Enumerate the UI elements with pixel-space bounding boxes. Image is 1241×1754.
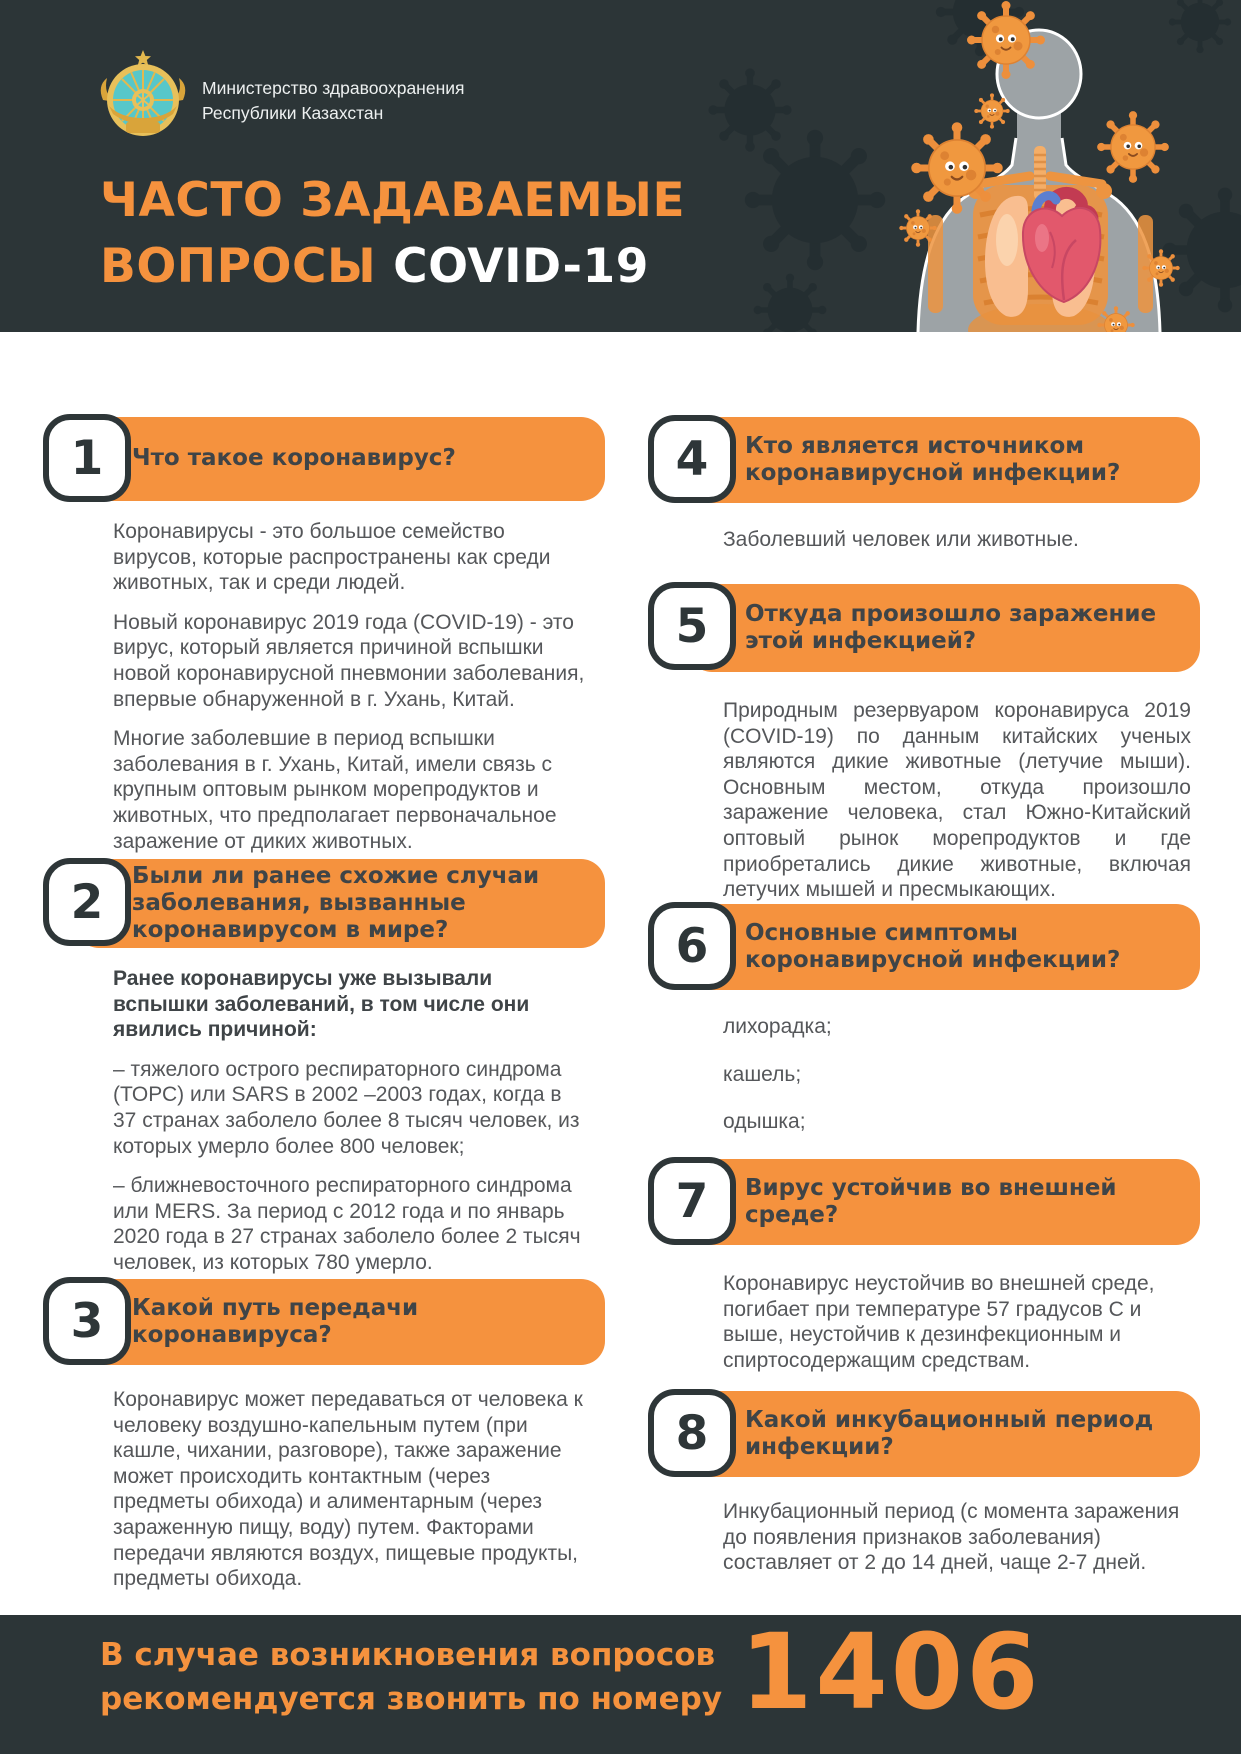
answer-text [723, 1014, 1185, 1157]
hotline-phone-number: 1406 [740, 1611, 1042, 1733]
answer-text [723, 1499, 1198, 1590]
answer-lead: Ранее коронавирусы уже вызывали вспышки заболеваний, в том числе они явились причиной: [113, 967, 530, 1042]
question-text: Основные симптомы коронавирусной инфекции? [745, 919, 1121, 973]
answer-text [113, 1387, 585, 1606]
answer-paragraph: кашель; [723, 1062, 802, 1086]
footer-text [100, 1633, 722, 1721]
question-text: Откуда произошло заражение этой инфекцией? [745, 600, 1157, 654]
answer-paragraph: Коронавирус может передаваться от человека к человеку воздушно-капельным путем (при кашле, чихании, разговоре), также заражение может происходить контактным (через предметы обихода) и алиментарным (через зараженную пищу, воду) путем. Факторами передачи являются воздух, пищевые продукты, предметы обихода. [113, 1388, 583, 1591]
answer-paragraph: Природным резервуаром коронавируса 2019 (COVID-19) по данным китайских ученых являются дикие животные (летучие мыши). Основным местом, откуда произошло заражение человека, стал Южно-Китайский оптовый рынок морепродуктов и где приобретались дикие животные, включая летучих мышей и пресмыкающих. [723, 699, 1191, 902]
footer [0, 1611, 1241, 1754]
page-title [100, 168, 685, 300]
answer-text [723, 1271, 1191, 1387]
question-bar [75, 417, 605, 501]
answer-paragraph: Инкубационный период (с момента заражения до появления признаков заболевания) составляет от 2 до 14 дней, чаще 2-7 дней. [723, 1500, 1180, 1575]
ministry-line1: Министерство здравоохранения [202, 78, 465, 98]
answer-paragraph: Коронавирусы - это большое семейство вирусов, которые распространены как среди животных, так и среди людей. [113, 520, 551, 595]
question-number-badge: 4 [648, 415, 736, 503]
question-number-badge: 7 [648, 1157, 736, 1245]
question-bar [688, 1159, 1200, 1245]
question-bar [688, 904, 1200, 990]
answer-paragraph: Многие заболевшие в период вспышки заболевания в г. Ухань, Китай, имели связь с крупным оптовым рынком морепродуктов и животных, что предполагает первоначальное заражение от диких животных. [113, 727, 557, 853]
answer-text [113, 966, 585, 1290]
answer-paragraph: одышка; [723, 1110, 806, 1134]
answer-paragraph: Коронавирус неустойчив во внешней среде, погибает при температуре 57 градусов С и выше, неустойчив к дезинфекционным и спиртосодержащим средствам. [723, 1272, 1155, 1372]
question-number-badge: 2 [43, 858, 131, 946]
title-line2: ВОПРОСЫ COVID-19 [100, 239, 649, 294]
question-number-badge: 5 [648, 582, 736, 670]
answer-text [723, 698, 1191, 917]
answer-text [113, 519, 585, 868]
question-text: Какой путь передачи коронавируса? [132, 1294, 419, 1348]
question-number-badge: 3 [43, 1277, 131, 1365]
answer-paragraph: Новый коронавирус 2019 года (COVID-19) - это вирус, который является причиной вспышки новой коронавирусной пневмонии заболевания, впервые обнаруженной в г. Ухань, Китай. [113, 610, 585, 711]
header [0, 0, 1241, 332]
answer-text [723, 527, 1185, 567]
question-number-badge: 8 [648, 1389, 736, 1477]
answer-paragraph: – тяжелого острого респираторного синдрома (ТОРС) или SARS в 2002 –2003 годах, когда в 37 странах заболело более 8 тысяч человек, из которых умерло более 800 человек; [113, 1057, 580, 1158]
question-number-badge: 6 [648, 902, 736, 990]
question-text: Кто является источником коронавирусной инфекции? [745, 432, 1121, 486]
question-text: Были ли ранее схожие случаи заболевания, вызванные коронавирусом в мире? [132, 862, 540, 944]
question-bar [75, 859, 605, 948]
question-bar [688, 584, 1200, 672]
answer-paragraph: Заболевший человек или животные. [723, 528, 1079, 551]
body-illustration [690, 0, 1241, 332]
question-text: Вирус устойчив во внешней среде? [745, 1174, 1117, 1228]
question-text: Какой инкубационный период инфекции? [745, 1406, 1154, 1460]
question-bar [688, 1391, 1200, 1477]
kazakhstan-emblem [93, 48, 193, 148]
answer-paragraph: – ближневосточного респираторного синдрома или MERS. За период с 2012 года и по январь 2020 года в 27 странах заболело более 2 тысяч человек, из которых 780 умерло. [113, 1174, 581, 1275]
question-bar [75, 1279, 605, 1365]
ministry-line2: Республики Казахстан [202, 103, 384, 124]
ministry-name [202, 76, 465, 127]
question-text: Что такое коронавирус? [132, 445, 456, 472]
question-bar [688, 417, 1200, 503]
footer-line2: рекомендуется звонить по номеру [100, 1681, 723, 1718]
title-line1: ЧАСТО ЗАДАВАЕМЫЕ [100, 173, 686, 228]
footer-line1: В случае возникновения вопросов [100, 1637, 716, 1673]
question-number-badge: 1 [43, 414, 131, 502]
answer-paragraph: лихорадка; [723, 1015, 832, 1038]
